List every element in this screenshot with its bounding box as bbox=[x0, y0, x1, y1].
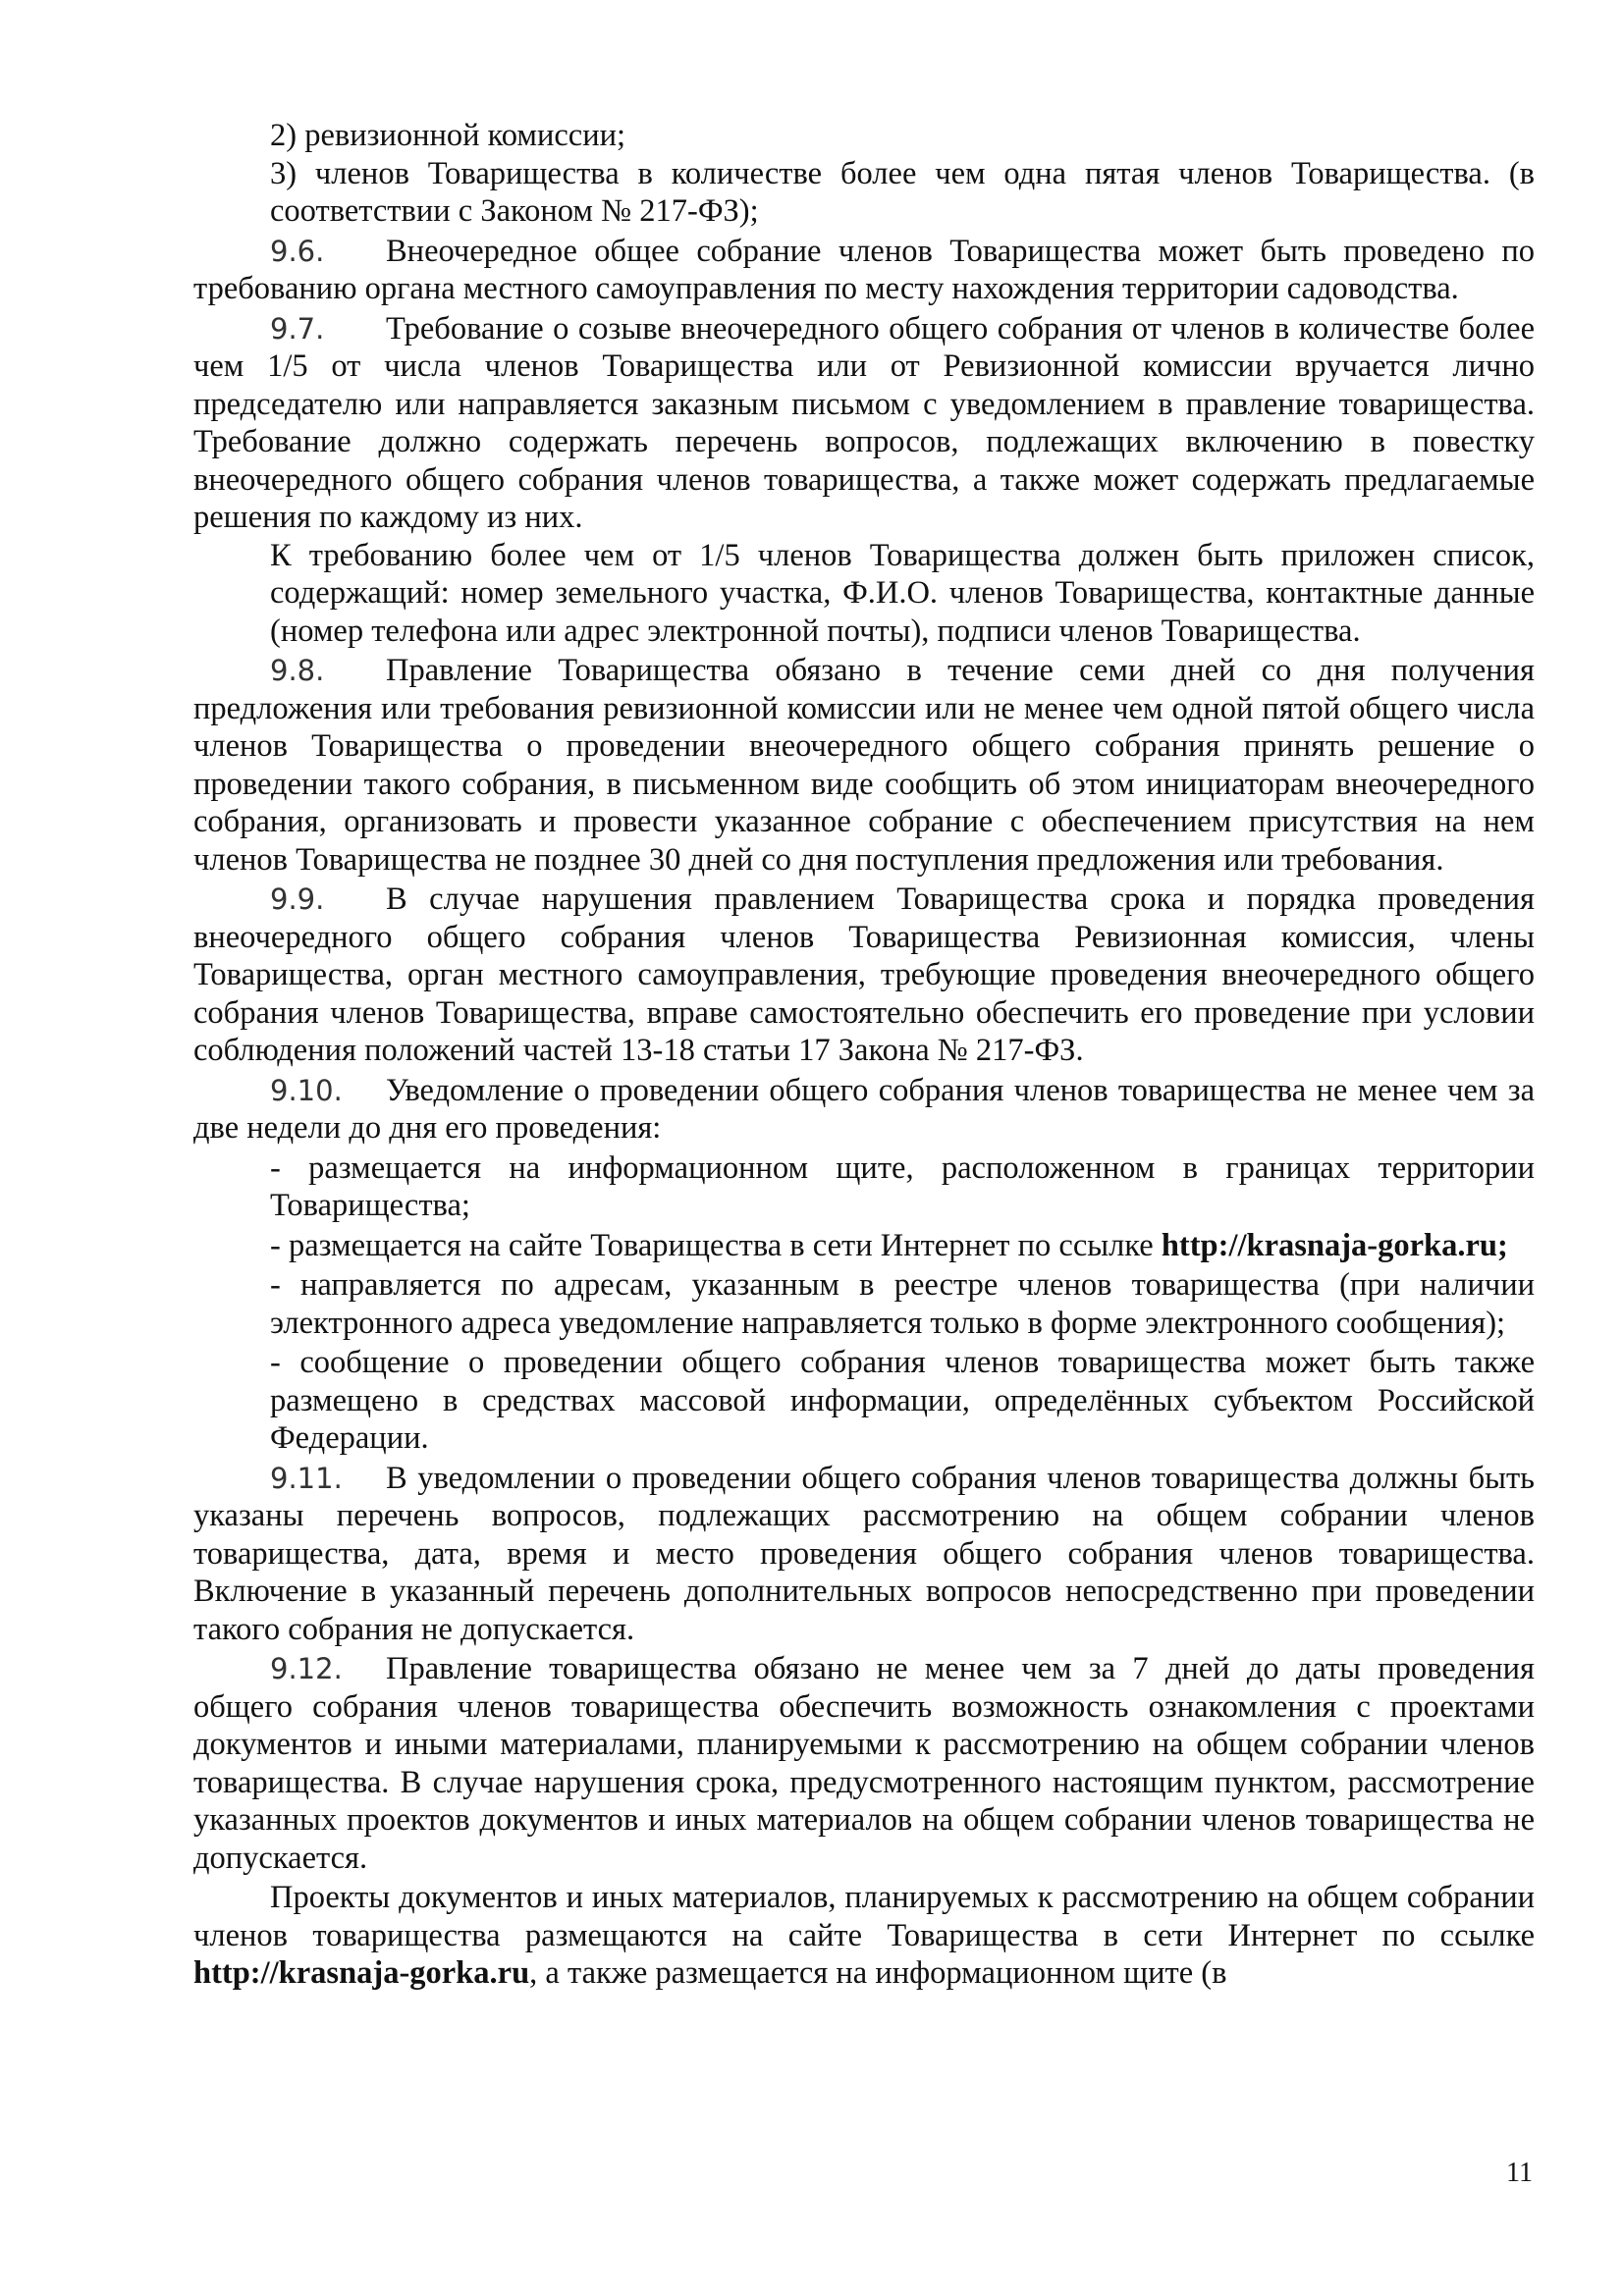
clause-text: Правление товарищества обязано не менее чем за 7 дней до даты проведения общего собрания членов товарищества обеспечить возможность ознакомления с проектами документов и иными материалами, планируемыми к рассмотрению на общем собрании членов товарищества. В случае нарушения срока, предусмотренного настоящим пунктом, рассмотрение указанных проектов документов и иных материалов на общем собрании членов товарищества не допускается. bbox=[193, 1651, 1535, 1876]
bullet-info-board: - размещается на информационном щите, расположенном в границах территории Товарищества; bbox=[270, 1149, 1535, 1223]
clause-number: 9.11. bbox=[270, 1461, 343, 1495]
website-link[interactable]: http://krasnaja-gorka.ru; bbox=[1161, 1227, 1508, 1263]
clause-number: 9.9. bbox=[270, 882, 325, 916]
clause-number: 9.12. bbox=[270, 1652, 343, 1685]
website-link[interactable]: http://krasnaja-gorka.ru bbox=[193, 1955, 530, 1991]
clause-number: 9.7. bbox=[270, 311, 325, 346]
clause-text: Внеочередное общее собрание членов Товарищества может быть проведено по требованию органа местного самоуправления по месту нахождения территории садоводства. bbox=[193, 233, 1535, 306]
clause-number: 9.10. bbox=[270, 1073, 343, 1107]
clause-text: Правление Товарищества обязано в течение семи дней со дня получения предложения или требования ревизионной комиссии или не менее чем одной пятой общего числа членов Товарищества о проведении внеочередного общего собрания принять решение о проведении такого собрания, в письменном виде сообщить об этом инициаторам внеочередного собрания, организовать и провести указанное собрание с обеспечением присутствия на нем членов Товарищества не позднее 30 дней со дня поступления предложения или требования. bbox=[193, 653, 1535, 878]
bullet-text: - размещается на сайте Товарищества в сети Интернет по ссылке bbox=[270, 1227, 1162, 1263]
list-item-members: 3) членов Товарищества в количестве более чем одна пятая членов Товарищества. (в соответствии с Законом № 217-ФЗ); bbox=[270, 155, 1535, 229]
paragraph-text: Проекты документов и иных материалов, планируемых к рассмотрению на общем собрании членов товарищества размещаются на сайте Товарищества в сети Интернет по ссылке bbox=[193, 1880, 1535, 1953]
list-item-revision-commission: 2) ревизионной комиссии; bbox=[270, 118, 626, 153]
bullet-registry-addresses: - направляется по адресам, указанным в реестре членов товарищества (при наличии электронного адреса уведомление направляется только в форме электронного сообщения); bbox=[270, 1267, 1535, 1341]
clause-number: 9.8. bbox=[270, 654, 325, 687]
clause-9-11 bbox=[193, 1460, 1535, 1649]
clause-9-10 bbox=[193, 1072, 1535, 1148]
clause-text: Требование о созыве внеочередного общего собрания от членов в количестве более чем 1/5 от числа членов Товарищества или от Ревизионной комиссии вручается лично председателю или направляется заказным письмом с уведомлением в правление товарищества. Требование должно содержать перечень вопросов, подлежащих включению в повестку внеочередного общего собрания членов товарищества, а также может содержать предлагаемые решения по каждому из них. bbox=[193, 310, 1535, 535]
paragraph-text-end: , а также размещается на информационном щите (в bbox=[529, 1955, 1227, 1991]
clause-text: В случае нарушения правлением Товарищества срока и порядка проведения внеочередного общего собрания членов Товарищества Ревизионная комиссия, члены Товарищества, орган местного самоуправления, требующие проведения внеочередного общего собрания членов Товарищества, вправе самостоятельно обеспечить его проведение при условии соблюдения положений частей 13-18 статьи 17 Закона № 217-ФЗ. bbox=[193, 881, 1535, 1068]
clause-text: В уведомлении о проведении общего собрания членов товарищества должны быть указаны перечень вопросов, подлежащих рассмотрению на общем собрании членов товарищества, дата, время и место проведения общего собрания членов товарищества. Включение в указанный перечень дополнительных вопросов непосредственно при проведении такого собрания не допускается. bbox=[193, 1460, 1535, 1647]
clause-text: Уведомление о проведении общего собрания членов товарищества не менее чем за две недели до дня его проведения: bbox=[193, 1072, 1535, 1146]
clause-9-9 bbox=[193, 881, 1535, 1070]
bullet-mass-media: - сообщение о проведении общего собрания членов товарищества может быть также размещено в средствах массовой информации, определённых субъектом Российской Федерации. bbox=[270, 1345, 1535, 1456]
clause-9-7-attachment-list: К требованию более чем от 1/5 членов Товарищества должен быть приложен список, содержащий: номер земельного участка, Ф.И.О. членов Товарищества, контактные данные (номер телефона или адрес электронной почты), подписи членов Товарищества. bbox=[270, 537, 1535, 649]
clause-9-6 bbox=[193, 233, 1535, 308]
clause-number: 9.6. bbox=[270, 234, 325, 268]
bullet-website bbox=[193, 1227, 1535, 1265]
clause-9-8 bbox=[193, 652, 1535, 879]
clause-9-7 bbox=[193, 310, 1535, 537]
document-body bbox=[193, 117, 1535, 1993]
paragraph-document-projects bbox=[193, 1879, 1535, 1993]
clause-9-12 bbox=[193, 1650, 1535, 1877]
page-number: 11 bbox=[1506, 2158, 1533, 2188]
